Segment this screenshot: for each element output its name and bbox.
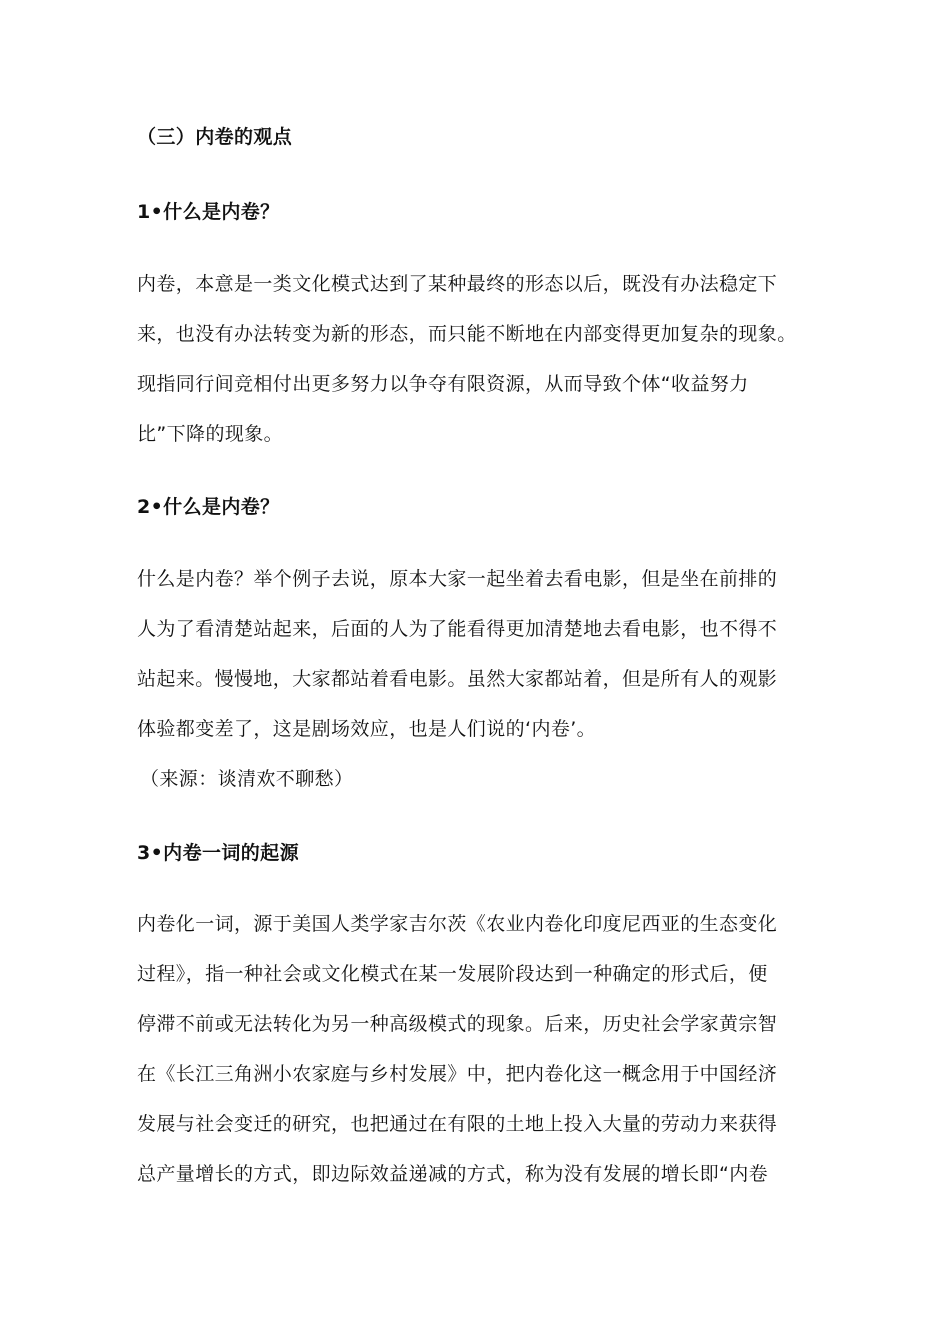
paragraph-1-line: 内卷，本意是一类文化模式达到了某种最终的形态以后，既没有办法稳定下: [137, 273, 778, 295]
question-1-heading: 1•什么是内卷？: [137, 201, 280, 223]
paragraph-1-line: 比”下降的现象。: [137, 423, 284, 445]
paragraph-2-line: 人为了看清楚站起来，后面的人为了能看得更加清楚地去看电影，也不得不: [137, 618, 778, 640]
paragraph-1-line: 现指同行间竞相付出更多努力以争夺有限资源，从而导致个体“收益努力: [137, 373, 749, 395]
paragraph-2-line: 体验都变差了，这是剧场效应，也是人们说的‘内卷’。: [137, 718, 597, 740]
paragraph-3-line: 在《长江三角洲小农家庭与乡村发展》中，把内卷化这一概念用于中国经济: [137, 1063, 778, 1085]
paragraph-3-line: 过程》，指一种社会或文化模式在某一发展阶段达到一种确定的形式后，便: [137, 963, 768, 985]
paragraph-3-line: 总产量增长的方式，即边际效益递减的方式，称为没有发展的增长即“内卷: [137, 1163, 769, 1185]
paragraph-2-line: 站起来。慢慢地，大家都站着看电影。虽然大家都站着，但是所有人的观影: [137, 668, 778, 690]
paragraph-1-line: 来，也没有办法转变为新的形态，而只能不断地在内部变得更加复杂的现象。: [137, 323, 797, 345]
source-note: （来源：谈清欢不聊愁）: [140, 768, 354, 790]
section-title: （三）内卷的观点: [137, 126, 293, 148]
paragraph-2-line: 什么是内卷？举个例子去说，原本大家一起坐着去看电影，但是坐在前排的: [137, 568, 778, 590]
paragraph-3-line: 发展与社会变迁的研究，也把通过在有限的土地上投入大量的劳动力来获得: [137, 1113, 778, 1135]
question-2-heading: 2•什么是内卷？: [137, 496, 280, 518]
question-3-heading: 3•内卷一词的起源: [137, 842, 299, 864]
paragraph-3-line: 内卷化一词，源于美国人类学家吉尔茨《农业内卷化印度尼西亚的生态变化: [137, 913, 778, 935]
paragraph-3-line: 停滞不前或无法转化为另一种高级模式的现象。后来，历史社会学家黄宗智: [137, 1013, 778, 1035]
